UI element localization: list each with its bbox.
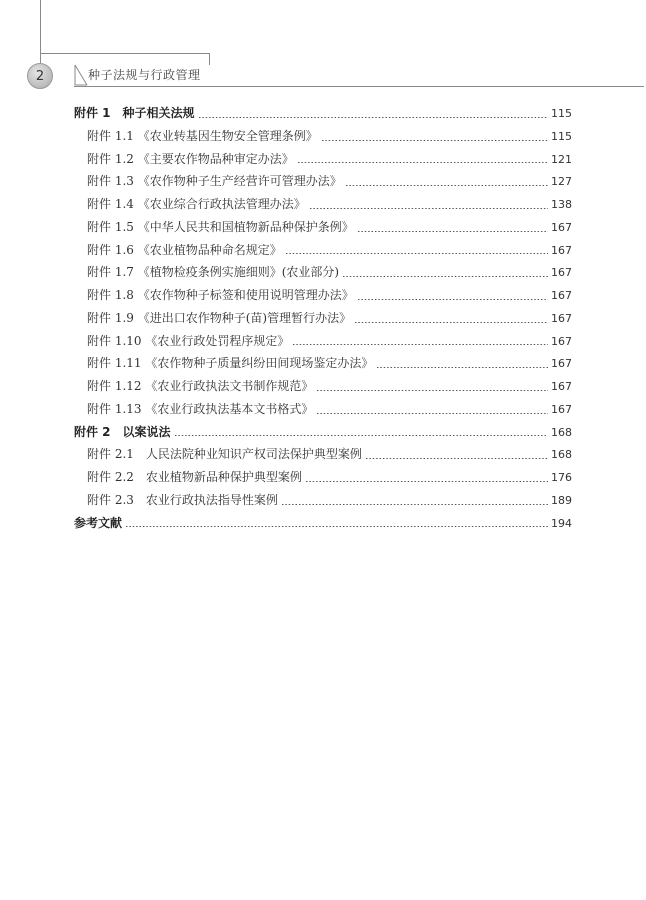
toc-dot-leader bbox=[365, 458, 548, 459]
toc-dot-leader bbox=[376, 367, 548, 368]
toc-entry-label: 附件 1 种子相关法规 bbox=[74, 106, 195, 120]
toc-section-entry[interactable] bbox=[74, 423, 572, 446]
toc-entry-label: 附件 1.10 《农业行政处罚程序规定》 bbox=[87, 333, 290, 348]
table-of-contents bbox=[74, 104, 572, 536]
toc-entry[interactable] bbox=[74, 332, 572, 355]
toc-entry-page: 167 bbox=[551, 334, 572, 348]
toc-entry-page: 168 bbox=[551, 448, 572, 462]
toc-section-entry[interactable] bbox=[74, 104, 572, 127]
header-rule-vertical bbox=[40, 0, 41, 64]
toc-dot-leader bbox=[285, 253, 548, 254]
toc-entry-page: 167 bbox=[551, 289, 572, 302]
header-rule-tick bbox=[209, 53, 210, 65]
toc-dot-leader bbox=[354, 322, 548, 323]
toc-dot-leader bbox=[357, 299, 548, 300]
toc-entry-page: 138 bbox=[551, 198, 572, 211]
toc-entry[interactable] bbox=[74, 241, 572, 264]
toc-entry[interactable] bbox=[74, 218, 572, 241]
toc-entry-page: 194 bbox=[551, 516, 572, 530]
toc-entry-label: 附件 1.13 《农业行政执法基本文书格式》 bbox=[87, 401, 314, 416]
toc-entry-page: 167 bbox=[551, 243, 572, 257]
header-corner-icon bbox=[74, 64, 88, 86]
toc-entry-page: 127 bbox=[551, 175, 572, 189]
toc-dot-leader bbox=[342, 276, 548, 277]
toc-entry-page: 167 bbox=[551, 402, 572, 416]
page-number-badge: 2 bbox=[27, 63, 53, 89]
toc-entry[interactable] bbox=[74, 377, 572, 400]
toc-dot-leader bbox=[309, 208, 548, 209]
toc-dot-leader bbox=[125, 526, 548, 527]
toc-entry[interactable] bbox=[74, 195, 572, 218]
toc-entry-page: 168 bbox=[551, 425, 572, 439]
toc-entry-page: 167 bbox=[551, 380, 572, 393]
toc-section-entry[interactable] bbox=[74, 514, 572, 537]
toc-dot-leader bbox=[357, 231, 548, 232]
toc-dot-leader bbox=[174, 435, 548, 436]
toc-entry-label: 附件 2.3 农业行政执法指导性案例 bbox=[87, 492, 278, 507]
toc-entry-label: 附件 2.1 人民法院种业知识产权司法保护典型案例 bbox=[87, 447, 362, 462]
toc-entry-label: 参考文献 bbox=[74, 515, 123, 530]
toc-entry[interactable] bbox=[74, 150, 572, 173]
toc-entry-page: 189 bbox=[551, 493, 572, 507]
toc-entry-page: 115 bbox=[551, 129, 572, 143]
toc-entry[interactable] bbox=[74, 400, 572, 423]
toc-entry-page: 176 bbox=[551, 471, 572, 484]
toc-entry[interactable] bbox=[74, 263, 572, 286]
toc-dot-leader bbox=[316, 390, 548, 391]
toc-entry[interactable] bbox=[74, 172, 572, 195]
toc-entry-label: 附件 1.3 《农作物种子生产经营许可管理办法》 bbox=[87, 174, 342, 189]
running-header-title: 种子法规与行政管理 bbox=[88, 68, 201, 82]
toc-entry[interactable] bbox=[74, 491, 572, 514]
toc-entry-page: 167 bbox=[551, 311, 572, 325]
toc-dot-leader bbox=[281, 504, 548, 505]
toc-entry-label: 附件 1.2 《主要农作物品种审定办法》 bbox=[87, 151, 294, 166]
header-rule-horizontal bbox=[40, 53, 210, 54]
toc-dot-leader bbox=[198, 117, 548, 118]
toc-entry-label: 附件 2 以案说法 bbox=[74, 424, 171, 439]
toc-entry-page: 167 bbox=[551, 220, 572, 234]
toc-dot-leader bbox=[345, 185, 548, 186]
toc-entry[interactable] bbox=[74, 286, 572, 309]
toc-dot-leader bbox=[292, 344, 548, 345]
toc-dot-leader bbox=[321, 140, 548, 141]
toc-entry-label: 附件 1.7 《植物检疫条例实施细则》(农业部分) bbox=[87, 265, 340, 280]
toc-dot-leader bbox=[297, 162, 548, 163]
toc-entry-label: 附件 1.6 《农业植物品种命名规定》 bbox=[87, 242, 282, 257]
toc-entry-label: 附件 1.11 《农作物种子质量纠纷田间现场鉴定办法》 bbox=[87, 356, 374, 371]
toc-entry-label: 附件 1.4 《农业综合行政执法管理办法》 bbox=[87, 197, 306, 211]
toc-dot-leader bbox=[316, 413, 548, 414]
header-underline bbox=[74, 86, 644, 87]
toc-entry-label: 附件 2.2 农业植物新品种保护典型案例 bbox=[87, 470, 302, 484]
toc-entry-page: 167 bbox=[551, 357, 572, 371]
toc-entry-label: 附件 1.12 《农业行政执法文书制作规范》 bbox=[87, 379, 314, 393]
toc-entry-label: 附件 1.9 《进出口农作物种子(苗)管理暂行办法》 bbox=[87, 310, 352, 325]
toc-entry[interactable] bbox=[74, 309, 572, 332]
toc-entry-page: 167 bbox=[551, 266, 572, 280]
toc-dot-leader bbox=[305, 481, 548, 482]
toc-entry[interactable] bbox=[74, 127, 572, 150]
toc-entry-page: 121 bbox=[551, 152, 572, 166]
toc-entry-label: 附件 1.5 《中华人民共和国植物新品种保护条例》 bbox=[87, 219, 354, 234]
toc-entry-label: 附件 1.8 《农作物种子标签和使用说明管理办法》 bbox=[87, 288, 354, 302]
toc-entry-label: 附件 1.1 《农业转基因生物安全管理条例》 bbox=[87, 128, 318, 143]
toc-entry-page: 115 bbox=[551, 107, 572, 120]
toc-entry[interactable] bbox=[74, 468, 572, 491]
toc-entry[interactable] bbox=[74, 445, 572, 468]
toc-entry[interactable] bbox=[74, 354, 572, 377]
